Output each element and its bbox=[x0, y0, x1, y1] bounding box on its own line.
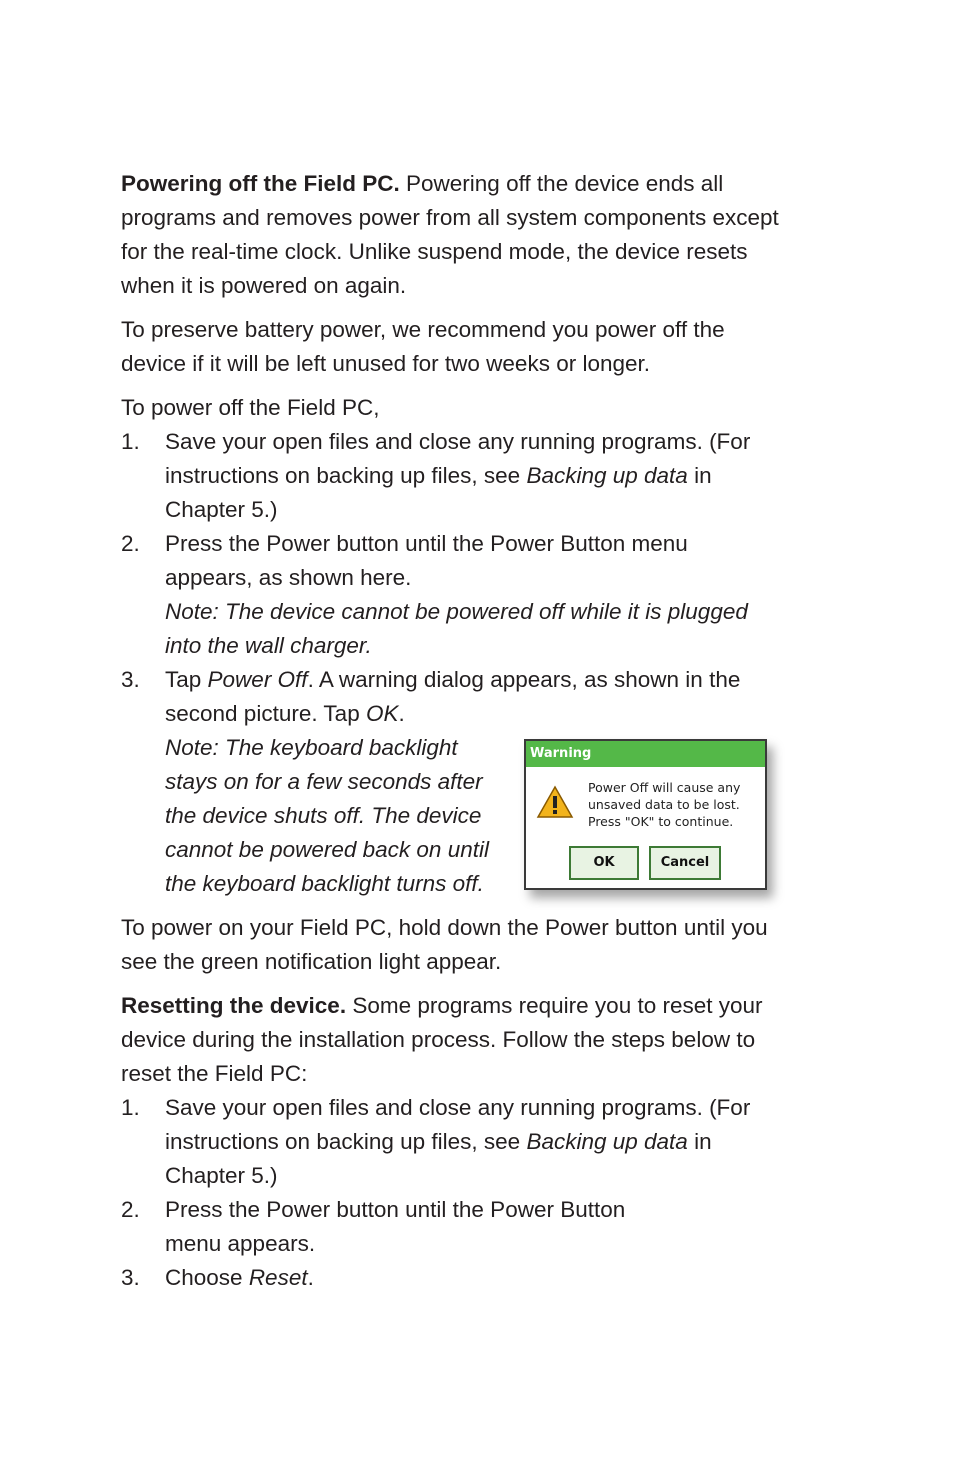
cancel-button[interactable]: Cancel bbox=[649, 846, 721, 880]
reset-term: Reset bbox=[248, 1265, 308, 1290]
step-text: Save your open files and close any running programs. (For instructions on backing up files, see bbox=[165, 1095, 751, 1154]
step-number: 3. bbox=[121, 1265, 140, 1290]
power-off-term: Power Off bbox=[207, 667, 308, 692]
step-text-end: . bbox=[398, 701, 405, 726]
body-text bbox=[121, 167, 781, 1295]
step-number: 3. bbox=[121, 667, 140, 692]
resetting-intro: Some programs require you to reset your device during the installation process. Follow the steps below to reset the Field PC: bbox=[121, 993, 763, 1086]
backing-up-reference: Backing up data bbox=[526, 463, 688, 488]
resetting-heading: Resetting the device. bbox=[121, 993, 347, 1018]
warning-dialog-screenshot bbox=[524, 739, 767, 890]
reset-step-1 bbox=[121, 1091, 781, 1193]
resetting-paragraph bbox=[121, 989, 781, 1091]
step-text: Tap bbox=[165, 667, 208, 692]
step-text-tail: in Chapter 5.) bbox=[165, 463, 712, 522]
step-number: 1. bbox=[121, 1095, 140, 1120]
ok-term: OK bbox=[365, 701, 399, 726]
step-text: Save your open files and close any running programs. (For instructions on backing up files, see bbox=[165, 429, 751, 488]
backing-up-reference: Backing up data bbox=[526, 1129, 688, 1154]
step-text-mid: . A warning dialog appears, as shown in the second picture. Tap bbox=[165, 667, 741, 726]
warning-triangle-icon bbox=[536, 785, 574, 823]
reset-steps bbox=[121, 1091, 781, 1295]
reset-step-2 bbox=[121, 1193, 781, 1261]
battery-recommendation: To preserve battery power, we recommend you power off the device if it will be left unused for two weeks or longer. bbox=[121, 317, 725, 376]
ok-button[interactable]: OK bbox=[569, 846, 639, 880]
backlight-note: Note: The keyboard backlight stays on for a few seconds after the device shuts off. The device cannot be powered back on until the keyboard backlight turns off. bbox=[165, 735, 489, 896]
step-text: Press the Power button until the Power Button menu appears, as shown here. bbox=[165, 531, 688, 590]
step-number: 2. bbox=[121, 1197, 140, 1222]
powering-off-heading: Powering off the Field PC. bbox=[121, 171, 400, 196]
step-number: 2. bbox=[121, 531, 140, 556]
powering-off-paragraph bbox=[121, 167, 781, 303]
step-text: Choose bbox=[165, 1265, 249, 1290]
power-off-lead: To power off the Field PC, bbox=[121, 395, 380, 420]
power-on-paragraph: To power on your Field PC, hold down the Power button until you see the green notification light appear. bbox=[121, 915, 768, 974]
dialog-message: Power Off will cause any unsaved data to be lost. Press "OK" to continue. bbox=[588, 780, 741, 829]
step-text: Press the Power button until the Power Button menu appears. bbox=[165, 1197, 626, 1256]
power-off-step-2 bbox=[121, 527, 781, 663]
power-off-step-1 bbox=[121, 425, 781, 527]
step-text-end: . bbox=[307, 1265, 314, 1290]
charger-note: Note: The device cannot be powered off while it is plugged into the wall charger. bbox=[165, 599, 748, 658]
step-number: 1. bbox=[121, 429, 140, 454]
powering-off-intro: Powering off the device ends all programs and removes power from all system components except for the real-time clock. Unlike suspend mode, the device resets when it is powered on again. bbox=[121, 171, 779, 298]
reset-step-3 bbox=[121, 1261, 781, 1295]
step-text-tail: in Chapter 5.) bbox=[165, 1129, 712, 1188]
dialog-title: Warning bbox=[526, 741, 765, 767]
